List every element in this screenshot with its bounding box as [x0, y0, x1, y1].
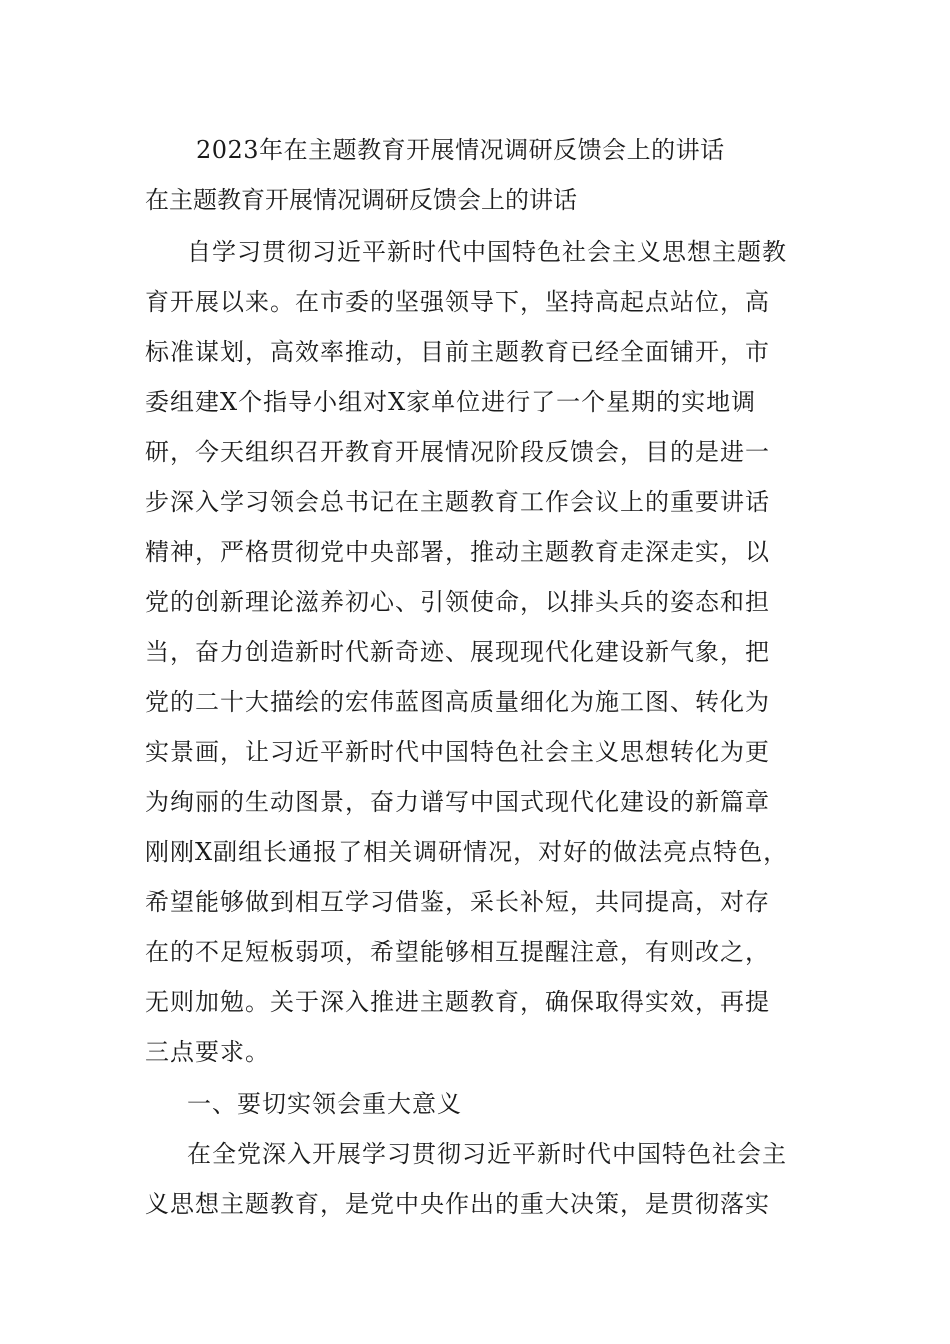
- paragraph-line: 实景画，让习近平新时代中国特色社会主义思想转化为更: [145, 738, 770, 766]
- paragraph-line: 在的不足短板弱项，希望能够相互提醒注意，有则改之，: [145, 938, 770, 966]
- paragraph-line: 党的二十大描绘的宏伟蓝图高质量细化为施工图、转化为: [145, 688, 770, 716]
- paragraph-line: 义思想主题教育，是党中央作出的重大决策，是贯彻落实: [145, 1190, 770, 1218]
- paragraph-1: [145, 232, 810, 1082]
- paragraph-line: 在全党深入开展学习贯彻习近平新时代中国特色社会主: [187, 1140, 787, 1168]
- paragraph-2: [145, 1134, 810, 1234]
- paragraph-line: 为绚丽的生动图景，奋力谱写中国式现代化建设的新篇章: [145, 788, 770, 816]
- paragraph-line: 标准谋划，高效率推动，目前主题教育已经全面铺开，市: [145, 338, 770, 366]
- paragraph-line: 精神，严格贯彻党中央部署，推动主题教育走深走实，以: [145, 538, 770, 566]
- paragraph-line: 委组建X个指导小组对X家单位进行了一个星期的实地调: [145, 388, 757, 416]
- paragraph-line: 党的创新理论滋养初心、引领使命，以排头兵的姿态和担: [145, 588, 770, 616]
- paragraph-line: 三点要求。: [145, 1038, 270, 1066]
- paragraph-line: 无则加勉。关于深入推进主题教育，确保取得实效，再提: [145, 988, 770, 1016]
- section-heading-1: [145, 1084, 810, 1134]
- paragraph-line: 当，奋力创造新时代新奇迹、展现现代化建设新气象，把: [145, 638, 770, 666]
- document-title: 2023年在主题教育开展情况调研反馈会上的讲话: [196, 136, 725, 164]
- paragraph-line: 刚刚X副组长通报了相关调研情况，对好的做法亮点特色，: [145, 838, 789, 866]
- paragraph-line: 希望能够做到相互学习借鉴，采长补短，共同提高，对存: [145, 888, 770, 916]
- paragraph-line: 自学习贯彻习近平新时代中国特色社会主义思想主题教: [187, 238, 787, 266]
- paragraph-line: 育开展以来。在市委的坚强领导下，坚持高起点站位，高: [145, 288, 770, 316]
- paragraph-line: 研，今天组织召开教育开展情况阶段反馈会，目的是进一: [145, 438, 770, 466]
- paragraph-line: 步深入学习领会总书记在主题教育工作会议上的重要讲话: [145, 488, 770, 516]
- document-subtitle: 在主题教育开展情况调研反馈会上的讲话: [145, 186, 577, 214]
- section-heading-text: 一、要切实领会重大意义: [187, 1090, 462, 1118]
